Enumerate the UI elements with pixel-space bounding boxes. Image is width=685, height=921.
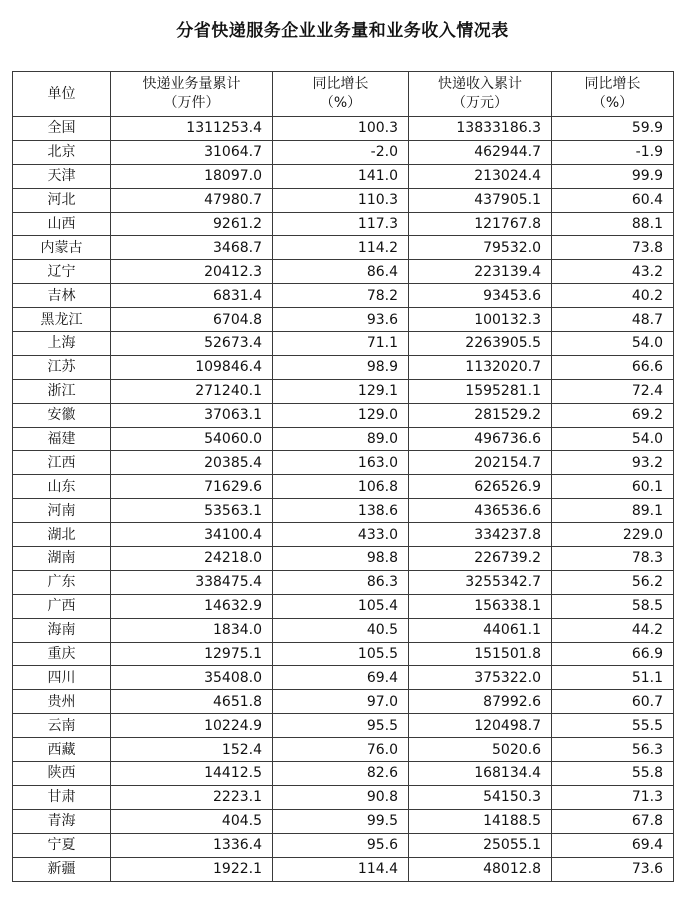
table-row — [13, 499, 674, 523]
volume-cell: 10224.9 — [111, 714, 273, 738]
volume-growth-cell: 163.0 — [273, 451, 409, 475]
volume-growth-cell: 105.5 — [273, 642, 409, 666]
revenue-growth-cell: 60.7 — [552, 690, 674, 714]
unit-cell: 西藏 — [13, 738, 111, 762]
revenue-growth-cell: 67.8 — [552, 809, 674, 833]
volume-growth-cell: 86.3 — [273, 570, 409, 594]
header-volume-label: 快递业务量累计 — [142, 76, 241, 92]
revenue-growth-cell: 69.2 — [552, 403, 674, 427]
revenue-growth-cell: -1.9 — [552, 140, 674, 164]
volume-growth-cell: 114.4 — [273, 857, 409, 881]
header-volume-growth — [273, 72, 409, 117]
unit-cell: 江西 — [13, 451, 111, 475]
header-volume-growth-label: 同比增长 — [312, 76, 369, 92]
volume-cell: 18097.0 — [111, 164, 273, 188]
unit-cell: 安徽 — [13, 403, 111, 427]
unit-cell: 山东 — [13, 475, 111, 499]
unit-cell: 江苏 — [13, 355, 111, 379]
revenue-growth-cell: 60.4 — [552, 188, 674, 212]
revenue-cell: 120498.7 — [409, 714, 552, 738]
volume-cell: 20385.4 — [111, 451, 273, 475]
volume-growth-cell: 89.0 — [273, 427, 409, 451]
revenue-cell: 436536.6 — [409, 499, 552, 523]
volume-growth-cell: 110.3 — [273, 188, 409, 212]
revenue-cell: 54150.3 — [409, 785, 552, 809]
volume-cell: 1922.1 — [111, 857, 273, 881]
table-row — [13, 379, 674, 403]
revenue-growth-cell: 48.7 — [552, 308, 674, 332]
revenue-growth-cell: 56.3 — [552, 738, 674, 762]
volume-growth-cell: 78.2 — [273, 284, 409, 308]
revenue-growth-cell: 99.9 — [552, 164, 674, 188]
volume-growth-cell: 90.8 — [273, 785, 409, 809]
volume-growth-cell: 117.3 — [273, 212, 409, 236]
revenue-growth-cell: 93.2 — [552, 451, 674, 475]
volume-cell: 1834.0 — [111, 618, 273, 642]
revenue-cell: 226739.2 — [409, 547, 552, 571]
revenue-growth-cell: 54.0 — [552, 332, 674, 356]
volume-growth-cell: 69.4 — [273, 666, 409, 690]
volume-growth-cell: 98.9 — [273, 355, 409, 379]
unit-cell: 内蒙古 — [13, 236, 111, 260]
revenue-growth-cell: 55.8 — [552, 762, 674, 786]
table-row — [13, 523, 674, 547]
unit-cell: 新疆 — [13, 857, 111, 881]
revenue-cell: 13833186.3 — [409, 117, 552, 141]
volume-cell: 35408.0 — [111, 666, 273, 690]
header-volume-growth-unit: （%） — [319, 95, 362, 111]
table-row — [13, 738, 674, 762]
revenue-growth-cell: 66.9 — [552, 642, 674, 666]
header-volume-unit: （万件） — [163, 95, 220, 111]
revenue-growth-cell: 55.5 — [552, 714, 674, 738]
table-row — [13, 188, 674, 212]
revenue-growth-cell: 51.1 — [552, 666, 674, 690]
revenue-cell: 281529.2 — [409, 403, 552, 427]
revenue-growth-cell: 73.6 — [552, 857, 674, 881]
header-unit-label: 单位 — [47, 85, 76, 102]
revenue-cell: 151501.8 — [409, 642, 552, 666]
volume-growth-cell: 82.6 — [273, 762, 409, 786]
table-row — [13, 355, 674, 379]
volume-cell: 338475.4 — [111, 570, 273, 594]
unit-cell: 福建 — [13, 427, 111, 451]
volume-cell: 2223.1 — [111, 785, 273, 809]
volume-growth-cell: 105.4 — [273, 594, 409, 618]
revenue-cell: 626526.9 — [409, 475, 552, 499]
unit-cell: 上海 — [13, 332, 111, 356]
revenue-cell: 1595281.1 — [409, 379, 552, 403]
revenue-growth-cell: 229.0 — [552, 523, 674, 547]
table-row — [13, 809, 674, 833]
header-revenue-growth-label: 同比增长 — [584, 76, 641, 92]
unit-cell: 浙江 — [13, 379, 111, 403]
table-row — [13, 475, 674, 499]
volume-cell: 52673.4 — [111, 332, 273, 356]
unit-cell: 宁夏 — [13, 833, 111, 857]
revenue-cell: 375322.0 — [409, 666, 552, 690]
table-row — [13, 857, 674, 881]
table-row — [13, 332, 674, 356]
table-row — [13, 260, 674, 284]
revenue-cell: 2263905.5 — [409, 332, 552, 356]
revenue-cell: 223139.4 — [409, 260, 552, 284]
revenue-cell: 496736.6 — [409, 427, 552, 451]
revenue-cell: 25055.1 — [409, 833, 552, 857]
revenue-cell: 44061.1 — [409, 618, 552, 642]
volume-cell: 404.5 — [111, 809, 273, 833]
unit-cell: 吉林 — [13, 284, 111, 308]
unit-cell: 青海 — [13, 809, 111, 833]
table-row — [13, 451, 674, 475]
header-revenue-growth — [552, 72, 674, 117]
unit-cell: 广西 — [13, 594, 111, 618]
volume-cell: 34100.4 — [111, 523, 273, 547]
unit-cell: 黑龙江 — [13, 308, 111, 332]
volume-growth-cell: 138.6 — [273, 499, 409, 523]
revenue-growth-cell: 71.3 — [552, 785, 674, 809]
volume-growth-cell: 95.5 — [273, 714, 409, 738]
unit-cell: 甘肃 — [13, 785, 111, 809]
volume-cell: 1311253.4 — [111, 117, 273, 141]
header-revenue-unit: （万元） — [452, 95, 508, 111]
unit-cell: 重庆 — [13, 642, 111, 666]
revenue-cell: 1132020.7 — [409, 355, 552, 379]
revenue-growth-cell: 60.1 — [552, 475, 674, 499]
volume-growth-cell: -2.0 — [273, 140, 409, 164]
revenue-growth-cell: 69.4 — [552, 833, 674, 857]
revenue-growth-cell: 40.2 — [552, 284, 674, 308]
table-row — [13, 714, 674, 738]
table-row — [13, 642, 674, 666]
table-row — [13, 236, 674, 260]
header-volume — [111, 72, 273, 117]
header-unit — [13, 72, 111, 117]
unit-cell: 广东 — [13, 570, 111, 594]
table-row — [13, 785, 674, 809]
revenue-growth-cell: 58.5 — [552, 594, 674, 618]
revenue-cell: 87992.6 — [409, 690, 552, 714]
unit-cell: 辽宁 — [13, 260, 111, 284]
volume-cell: 24218.0 — [111, 547, 273, 571]
unit-cell: 河南 — [13, 499, 111, 523]
table-row — [13, 547, 674, 571]
revenue-growth-cell: 44.2 — [552, 618, 674, 642]
volume-cell: 152.4 — [111, 738, 273, 762]
volume-growth-cell: 97.0 — [273, 690, 409, 714]
revenue-growth-cell: 54.0 — [552, 427, 674, 451]
volume-growth-cell: 93.6 — [273, 308, 409, 332]
table-row — [13, 666, 674, 690]
header-revenue-label: 快递收入累计 — [438, 76, 522, 92]
revenue-cell: 79532.0 — [409, 236, 552, 260]
revenue-growth-cell: 88.1 — [552, 212, 674, 236]
header-revenue-growth-unit: （%） — [591, 95, 634, 111]
revenue-growth-cell: 66.6 — [552, 355, 674, 379]
volume-cell: 4651.8 — [111, 690, 273, 714]
revenue-cell: 334237.8 — [409, 523, 552, 547]
revenue-growth-cell: 78.3 — [552, 547, 674, 571]
volume-cell: 9261.2 — [111, 212, 273, 236]
revenue-growth-cell: 72.4 — [552, 379, 674, 403]
volume-growth-cell: 71.1 — [273, 332, 409, 356]
revenue-cell: 100132.3 — [409, 308, 552, 332]
volume-cell: 54060.0 — [111, 427, 273, 451]
table-row — [13, 690, 674, 714]
volume-cell: 3468.7 — [111, 236, 273, 260]
unit-cell: 天津 — [13, 164, 111, 188]
revenue-cell: 5020.6 — [409, 738, 552, 762]
volume-cell: 12975.1 — [111, 642, 273, 666]
unit-cell: 四川 — [13, 666, 111, 690]
volume-cell: 31064.7 — [111, 140, 273, 164]
table-row — [13, 427, 674, 451]
revenue-cell: 213024.4 — [409, 164, 552, 188]
table-row — [13, 403, 674, 427]
unit-cell: 海南 — [13, 618, 111, 642]
revenue-growth-cell: 73.8 — [552, 236, 674, 260]
volume-growth-cell: 86.4 — [273, 260, 409, 284]
volume-growth-cell: 106.8 — [273, 475, 409, 499]
revenue-cell: 121767.8 — [409, 212, 552, 236]
volume-growth-cell: 100.3 — [273, 117, 409, 141]
unit-cell: 湖南 — [13, 547, 111, 571]
revenue-cell: 14188.5 — [409, 809, 552, 833]
revenue-cell: 462944.7 — [409, 140, 552, 164]
table-row — [13, 762, 674, 786]
revenue-growth-cell: 43.2 — [552, 260, 674, 284]
revenue-growth-cell: 56.2 — [552, 570, 674, 594]
revenue-cell: 437905.1 — [409, 188, 552, 212]
volume-cell: 20412.3 — [111, 260, 273, 284]
revenue-cell: 202154.7 — [409, 451, 552, 475]
page-title: 分省快递服务企业业务量和业务收入情况表 — [176, 21, 509, 41]
table-row — [13, 618, 674, 642]
volume-growth-cell: 114.2 — [273, 236, 409, 260]
volume-cell: 14412.5 — [111, 762, 273, 786]
table-row — [13, 570, 674, 594]
unit-cell: 河北 — [13, 188, 111, 212]
express-statistics-table — [12, 71, 674, 882]
table-row — [13, 212, 674, 236]
unit-cell: 全国 — [13, 117, 111, 141]
volume-cell: 14632.9 — [111, 594, 273, 618]
unit-cell: 湖北 — [13, 523, 111, 547]
volume-growth-cell: 76.0 — [273, 738, 409, 762]
table-row — [13, 594, 674, 618]
table-row — [13, 140, 674, 164]
volume-growth-cell: 129.1 — [273, 379, 409, 403]
volume-cell: 37063.1 — [111, 403, 273, 427]
volume-growth-cell: 433.0 — [273, 523, 409, 547]
header-row — [13, 72, 674, 117]
revenue-cell: 93453.6 — [409, 284, 552, 308]
revenue-growth-cell: 89.1 — [552, 499, 674, 523]
volume-cell: 1336.4 — [111, 833, 273, 857]
volume-cell: 6831.4 — [111, 284, 273, 308]
revenue-cell: 168134.4 — [409, 762, 552, 786]
table-row — [13, 308, 674, 332]
revenue-cell: 48012.8 — [409, 857, 552, 881]
revenue-cell: 156338.1 — [409, 594, 552, 618]
revenue-cell: 3255342.7 — [409, 570, 552, 594]
table-row — [13, 164, 674, 188]
unit-cell: 陕西 — [13, 762, 111, 786]
table-body — [13, 117, 674, 882]
table-row — [13, 833, 674, 857]
unit-cell: 贵州 — [13, 690, 111, 714]
volume-cell: 47980.7 — [111, 188, 273, 212]
table-row — [13, 284, 674, 308]
table-row — [13, 117, 674, 141]
unit-cell: 北京 — [13, 140, 111, 164]
volume-growth-cell: 129.0 — [273, 403, 409, 427]
volume-growth-cell: 40.5 — [273, 618, 409, 642]
volume-growth-cell: 141.0 — [273, 164, 409, 188]
volume-cell: 71629.6 — [111, 475, 273, 499]
volume-cell: 271240.1 — [111, 379, 273, 403]
volume-cell: 53563.1 — [111, 499, 273, 523]
volume-growth-cell: 95.6 — [273, 833, 409, 857]
volume-growth-cell: 98.8 — [273, 547, 409, 571]
volume-growth-cell: 99.5 — [273, 809, 409, 833]
revenue-growth-cell: 59.9 — [552, 117, 674, 141]
unit-cell: 山西 — [13, 212, 111, 236]
table-header — [13, 72, 674, 117]
unit-cell: 云南 — [13, 714, 111, 738]
volume-cell: 109846.4 — [111, 355, 273, 379]
volume-cell: 6704.8 — [111, 308, 273, 332]
header-revenue — [409, 72, 552, 117]
